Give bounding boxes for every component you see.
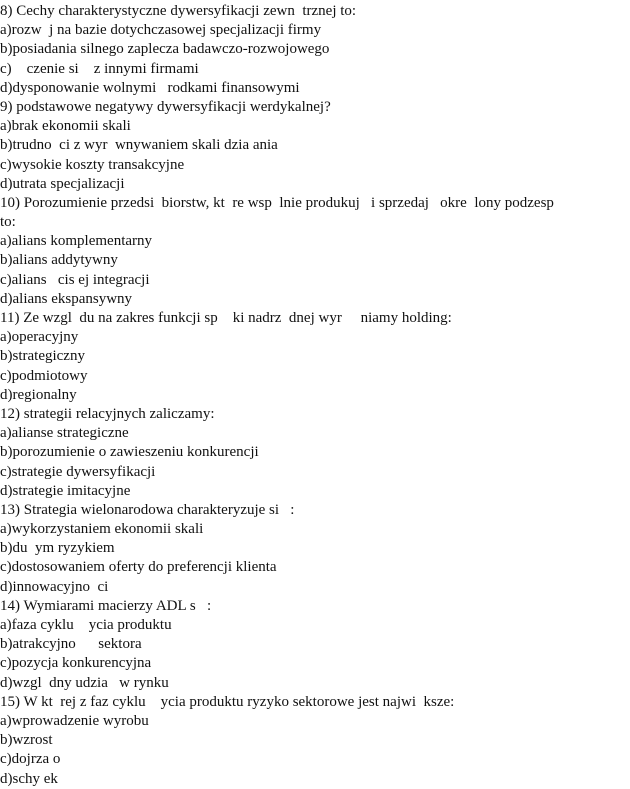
text-line: b)atrakcyjno sektora: [0, 636, 142, 653]
text-line: a)rozw j na bazie dotychczasowej specjalizacji firmy: [0, 22, 322, 39]
text-line: a)operacyjny: [0, 329, 79, 346]
text-line: d)utrata specjalizacji: [0, 175, 125, 192]
text-line: a)brak ekonomii skali: [0, 118, 131, 135]
text-line: d)alians ekspansywny: [0, 290, 133, 307]
text-line: 12) strategii relacyjnych zaliczamy:: [0, 405, 215, 422]
text-line: d)innowacyjno ci: [0, 578, 109, 595]
text-line: d)regionalny: [0, 386, 77, 403]
document-body: [0, 2, 630, 789]
text-line: c)wysokie koszty transakcyjne: [0, 156, 185, 173]
text-line: c)podmiotowy: [0, 367, 88, 384]
text-line: d)strategie imitacyjne: [0, 482, 131, 499]
text-line: c)dostosowaniem oferty do preferencji klienta: [0, 559, 277, 576]
text-line: b)du ym ryzykiem: [0, 540, 115, 557]
text-line: c) czenie si z innymi firmami: [0, 60, 199, 77]
text-line: c)dojrza o: [0, 751, 61, 768]
text-line: d)wzgl dny udzia w rynku: [0, 674, 169, 691]
text-line: 15) W kt rej z faz cyklu ycia produktu ryzyko sektorowe jest najwi ksze:: [0, 693, 455, 710]
text-line: c)alians cis ej integracji: [0, 271, 150, 288]
text-line: 9) podstawowe negatywy dywersyfikacji werdykalnej?: [0, 98, 331, 115]
text-line: c)pozycja konkurencyjna: [0, 655, 152, 672]
text-line: a)faza cyklu ycia produktu: [0, 617, 172, 633]
text-line: d)schy ek: [0, 770, 58, 787]
text-line: to:: [0, 214, 16, 231]
text-line: b)wzrost: [0, 732, 53, 749]
text-line: 8) Cechy charakterystyczne dywersyfikacji zewn trznej to:: [0, 3, 357, 19]
text-line: b)trudno ci z wyr wnywaniem skali dzia ania: [0, 137, 278, 154]
text-line: b)strategiczny: [0, 348, 85, 365]
text-line: 10) Porozumienie przedsi biorstw, kt re wsp lnie produkuj i sprzedaj okre lony podzesp: [0, 194, 554, 211]
text-line: b)posiadania silnego zaplecza badawczo-rozwojowego: [0, 41, 330, 58]
text-line: 13) Strategia wielonarodowa charakteryzuje si :: [0, 501, 295, 518]
text-line: a)wykorzystaniem ekonomii skali: [0, 521, 204, 538]
text-line: b)porozumienie o zawieszeniu konkurencji: [0, 444, 259, 461]
text-line: 14) Wymiarami macierzy ADL s :: [0, 597, 212, 614]
text-line: a)alians komplementarny: [0, 233, 153, 250]
text-line: d)dysponowanie wolnymi rodkami finansowymi: [0, 79, 300, 96]
text-line: c)strategie dywersyfikacji: [0, 463, 156, 480]
text-line: a)wprowadzenie wyrobu: [0, 712, 149, 729]
text-line: b)alians addytywny: [0, 252, 118, 269]
text-line: a)alianse strategiczne: [0, 425, 129, 442]
text-line: 11) Ze wzgl du na zakres funkcji sp ki nadrz dnej wyr niamy holding:: [0, 310, 452, 326]
